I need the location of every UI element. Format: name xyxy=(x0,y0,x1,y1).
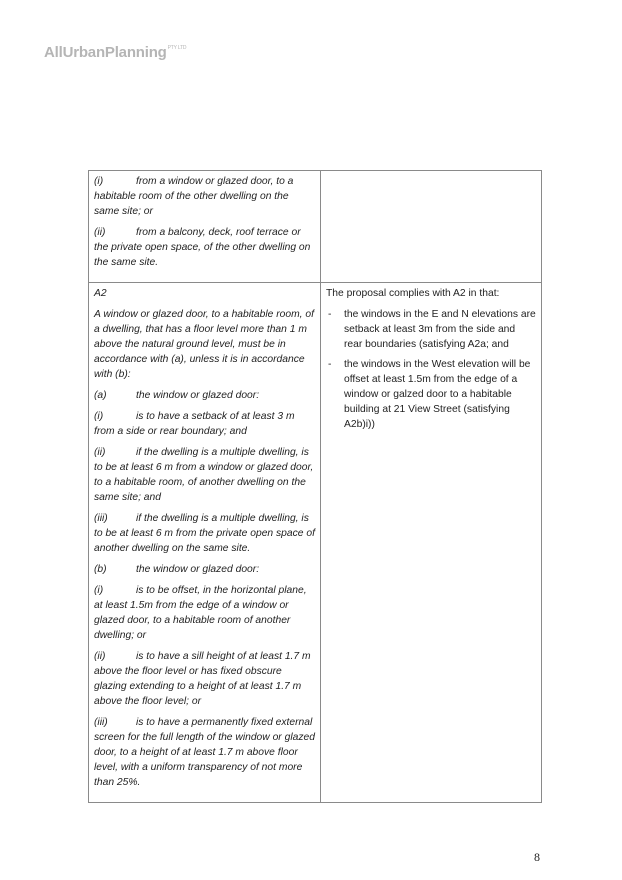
item-text: from a balcony, deck, roof terrace or the private open space, of the other dwelling on the same site. xyxy=(94,227,311,268)
logo-superscript: PTY LTD xyxy=(167,45,187,51)
item-text: is to have a sill height of at least 1.7 m above the floor level or has fixed obscure glazing extending to a height of at least 1.7 m above the floor level; or xyxy=(94,651,311,707)
company-logo xyxy=(44,44,186,61)
clause-heading: A2 xyxy=(94,288,107,299)
item-text: is to have a permanently fixed external screen for the full length of the window or glazed door, to a height of at least 1.7 m above floor level, with a uniform transparency of not more than 25%. xyxy=(94,717,315,788)
requirement-item xyxy=(94,511,315,556)
table-row-a2 xyxy=(89,283,542,803)
list-item xyxy=(326,357,536,432)
response-cell xyxy=(321,283,542,803)
item-text: is to have a setback of at least 3 m from a side or rear boundary; and xyxy=(94,411,295,437)
item-text: is to be offset, in the horizontal plane, at least 1.5m from the edge of a window or glazed door, to a habitable room of another dwelling; or xyxy=(94,585,307,641)
item-label: (ii) xyxy=(94,227,106,238)
logo-text: AllUrbanPlanning xyxy=(44,44,167,61)
requirement-cell xyxy=(89,171,321,283)
item-label: (b) xyxy=(94,564,107,575)
table-row-continuation xyxy=(89,171,542,283)
item-label: (iii) xyxy=(94,717,108,728)
requirement-item xyxy=(94,174,315,219)
item-label: (ii) xyxy=(94,651,106,662)
requirement-item xyxy=(94,445,315,505)
item-label: (a) xyxy=(94,390,107,401)
response-intro: The proposal complies with A2 in that: xyxy=(326,288,500,299)
bullet-text: the windows in the E and N elevations are setback at least 3m from the side and rear boundaries (satisfying A2a; and xyxy=(344,309,536,350)
item-text: if the dwelling is a multiple dwelling, is to be at least 6 m from a window or glazed door, to a habitable room, of another dwelling on the same site; and xyxy=(94,447,314,503)
item-text: if the dwelling is a multiple dwelling, is to be at least 6 m from the private open space of another dwelling on the same site. xyxy=(94,513,315,554)
requirement-item xyxy=(94,562,315,577)
item-label: (i) xyxy=(94,176,104,187)
item-text: the window or glazed door: xyxy=(136,390,260,401)
item-label: (i) xyxy=(94,411,104,422)
list-item xyxy=(326,307,536,352)
requirement-item xyxy=(94,649,315,709)
response-cell xyxy=(321,171,542,283)
requirement-item xyxy=(94,583,315,643)
dash-bullet: - xyxy=(328,309,332,320)
bullet-text: the windows in the West elevation will be offset at least 1.5m from the edge of a window or galzed door to a habitable building at 21 View Street (satisfying A2b)i)) xyxy=(344,359,531,430)
item-label: (ii) xyxy=(94,447,106,458)
response-list xyxy=(326,307,536,432)
item-text: from a window or glazed door, to a habitable room of the other dwelling on the same site; or xyxy=(94,176,294,217)
requirement-item xyxy=(94,409,315,439)
clause-intro: A window or glazed door, to a habitable room, of a dwelling, that has a floor level more than 1 m above the natural ground level, must be in accordance with (a), unless it is in accordance with (b): xyxy=(94,309,314,380)
requirement-item xyxy=(94,715,315,790)
dash-bullet: - xyxy=(328,359,332,370)
item-label: (i) xyxy=(94,585,104,596)
requirement-item xyxy=(94,388,315,403)
item-text: the window or glazed door: xyxy=(136,564,260,575)
page-number: 8 xyxy=(534,850,540,864)
requirement-cell xyxy=(89,283,321,803)
requirement-item xyxy=(94,225,315,270)
item-label: (iii) xyxy=(94,513,108,524)
compliance-table xyxy=(88,170,542,803)
